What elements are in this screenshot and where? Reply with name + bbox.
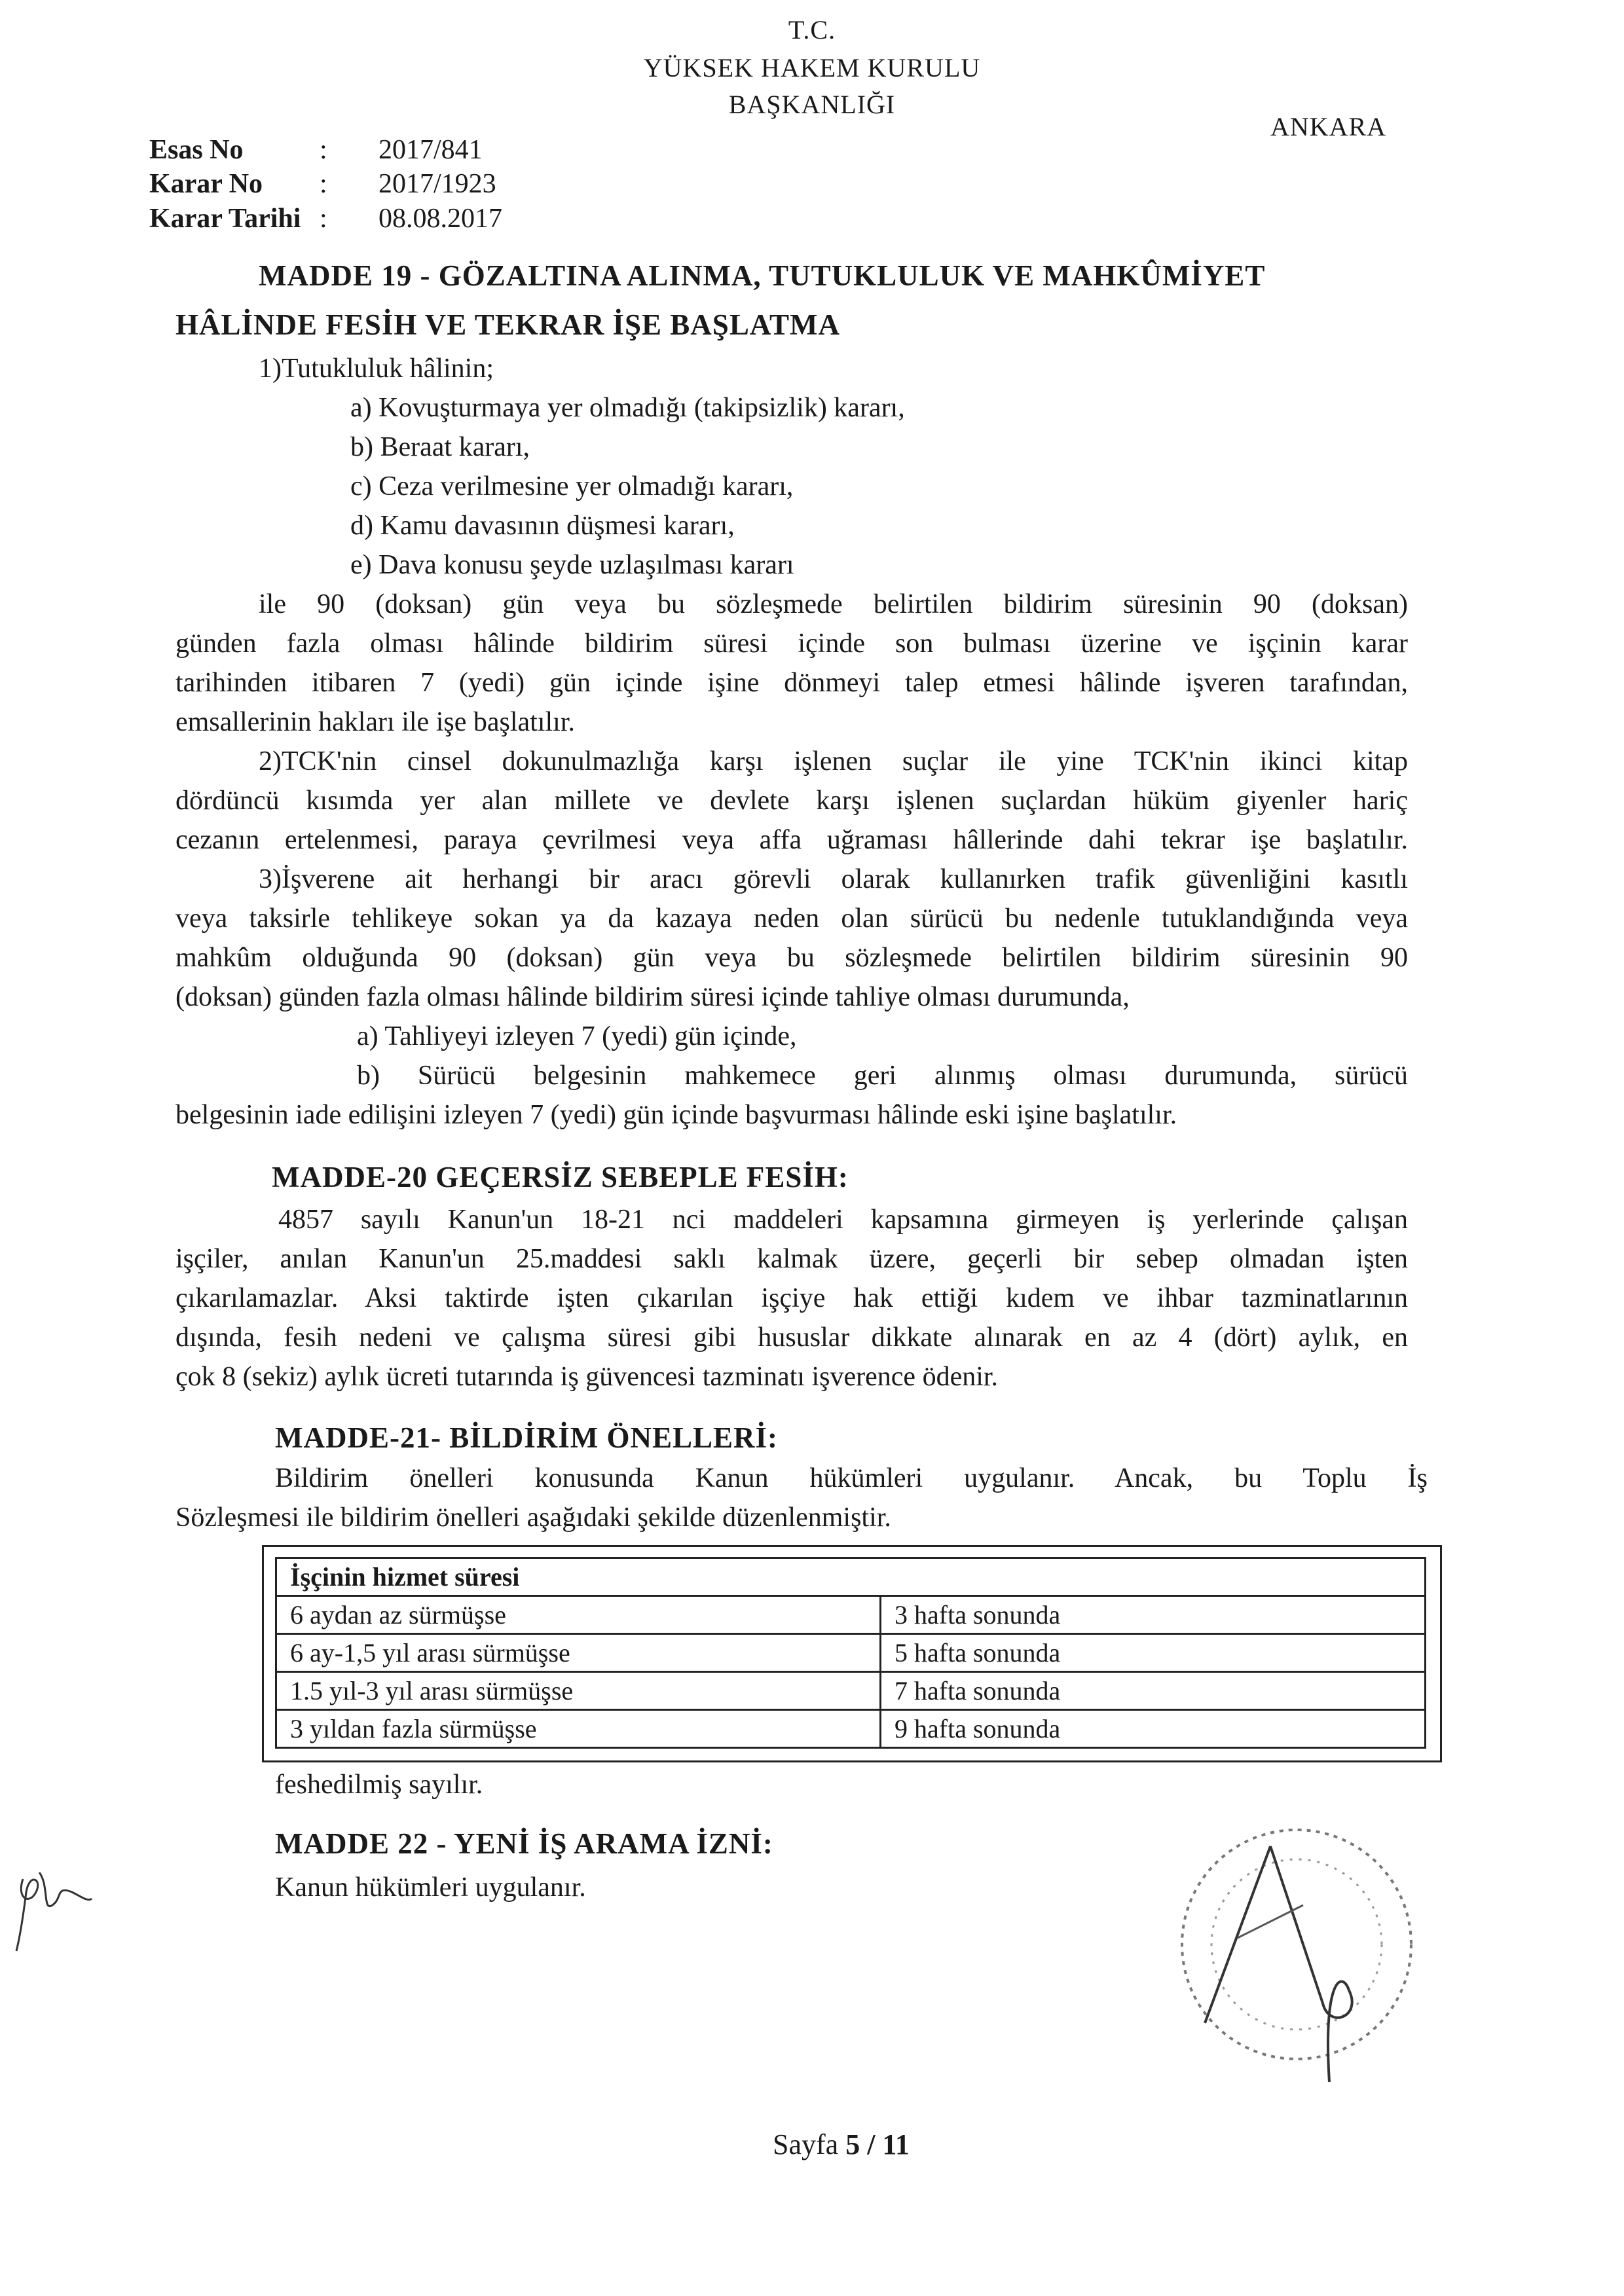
- meta-sep: :: [320, 135, 327, 165]
- madde19-title-line2: HÂLİNDE FESİH VE TEKRAR İŞE BAŞLATMA: [175, 308, 840, 341]
- header-city: ANKARA: [1270, 112, 1387, 141]
- meta-esas-no: [149, 134, 483, 166]
- table-cell-duration: 1.5 yıl-3 yıl arası sürmüşse: [276, 1672, 881, 1710]
- madde19-p2-line3: cezanın ertelenmesi, paraya çevrilmesi veya affa uğraması hâllerinde dahi tekrar işe başlatılır.: [175, 825, 1408, 855]
- table-header-cell: İşçinin hizmet süresi: [276, 1558, 1426, 1596]
- page-total: 11: [882, 2128, 910, 2160]
- meta-karar-no: [149, 168, 496, 200]
- table-row: [276, 1710, 1426, 1748]
- madde20-line1: 4857 sayılı Kanun'un 18-21 nci maddeleri kapsamına girmeyen iş yerlerinde çalışan: [278, 1205, 1408, 1235]
- madde19-p1-line1: ile 90 (doksan) gün veya bu sözleşmede belirtilen bildirim süresinin 90 (doksan): [259, 589, 1408, 619]
- meta-label: Karar No: [149, 169, 263, 199]
- madde19-item-e: e) Dava konusu şeyde uzlaşılması kararı: [350, 550, 794, 580]
- madde19-item-c: c) Ceza verilmesine yer olmadığı kararı,: [350, 471, 794, 501]
- margin-signature: [10, 1853, 95, 1958]
- madde19-p3-item-a: a) Tahliyeyi izleyen 7 (yedi) gün içinde,: [357, 1021, 797, 1051]
- table-cell-notice: 7 hafta sonunda: [881, 1672, 1426, 1710]
- madde19-p3-line4: (doksan) günden fazla olması hâlinde bildirim süresi içinde tahliye olması durumunda,: [175, 982, 1130, 1012]
- meta-label: Karar Tarihi: [149, 204, 301, 234]
- madde22-title: MADDE 22 - YENİ İŞ ARAMA İZNİ:: [275, 1827, 773, 1860]
- madde20-line3: çıkarılamazlar. Aksi taktirde işten çıkarılan işçiye hak ettiği kıdem ve ihbar tazminatlarının: [175, 1283, 1408, 1313]
- table-row: [276, 1596, 1426, 1634]
- madde20-line2: işçiler, anılan Kanun'un 25.maddesi saklı kalmak üzere, geçerli bir sebep olmadan işten: [175, 1244, 1408, 1274]
- madde19-p3-item-b-line1: b) Sürücü belgesinin mahkemece geri alınmış olması durumunda, sürücü: [357, 1061, 1408, 1091]
- madde19-p1-line4: emsallerinin hakları ile işe başlatılır.: [175, 707, 575, 737]
- madde21-title: MADDE-21- BİLDİRİM ÖNELLERİ:: [275, 1421, 779, 1454]
- table-cell-duration: 6 ay-1,5 yıl arası sürmüşse: [276, 1634, 881, 1672]
- table-cell-duration: 6 aydan az sürmüşse: [276, 1596, 881, 1634]
- header-department: BAŞKANLIĞI: [728, 90, 896, 119]
- madde19-p3-line3: mahkûm olduğunda 90 (doksan) gün veya bu sözleşmede belirtilen bildirim süresinin 90: [175, 943, 1408, 973]
- official-seal-stamp: [1166, 1807, 1441, 2082]
- madde19-p1-intro: 1)Tutukluluk hâlinin;: [259, 354, 494, 384]
- madde19-p3-line2: veya taksirle tehlikeye sokan ya da kazaya neden olan sürücü bu nedenle tutuklandığında veya: [175, 903, 1408, 934]
- page-current: 5: [845, 2128, 860, 2160]
- page-prefix: Sayfa: [773, 2128, 839, 2160]
- header-institution: YÜKSEK HAKEM KURULU: [643, 53, 981, 82]
- madde19-p3-line1: 3)İşverene ait herhangi bir aracı görevli olarak kullanırken trafik güvenliğini kasıtlı: [259, 864, 1408, 894]
- table-cell-duration: 3 yıldan fazla sürmüşse: [276, 1710, 881, 1748]
- madde22-text: Kanun hükümleri uygulanır.: [275, 1872, 586, 1903]
- madde20-line5: çok 8 (sekiz) aylık ücreti tutarında iş güvencesi tazminatı işverence ödenir.: [175, 1362, 999, 1392]
- madde20-title: MADDE-20 GEÇERSİZ SEBEPLE FESİH:: [272, 1161, 849, 1194]
- page-sep: /: [867, 2128, 876, 2160]
- meta-label: Esas No: [149, 135, 244, 165]
- meta-value: 2017/1923: [378, 169, 496, 199]
- notice-period-table: [275, 1557, 1426, 1749]
- madde19-title-line1: MADDE 19 - GÖZALTINA ALINMA, TUTUKLULUK VE MAHKÛMİYET: [259, 259, 1266, 292]
- table-row: [276, 1634, 1426, 1672]
- madde19-p2-line1: 2)TCK'nin cinsel dokunulmazlığa karşı işlenen suçlar ile yine TCK'nin ikinci kitap: [259, 746, 1408, 776]
- madde21-line2: Sözleşmesi ile bildirim önelleri aşağıdaki şekilde düzenlenmiştir.: [175, 1503, 891, 1533]
- madde21-after-table: feshedilmiş sayılır.: [275, 1770, 483, 1800]
- meta-karar-tarihi: [149, 203, 502, 234]
- meta-sep: :: [320, 204, 327, 234]
- table-cell-notice: 9 hafta sonunda: [881, 1710, 1426, 1748]
- madde19-item-a: a) Kovuşturmaya yer olmadığı (takipsizlik) kararı,: [350, 393, 905, 423]
- madde19-item-d: d) Kamu davasının düşmesi kararı,: [350, 511, 735, 541]
- madde19-p1-line2: günden fazla olması hâlinde bildirim süresi içinde son bulması üzerine ve işçinin karar: [175, 629, 1408, 659]
- meta-value: 2017/841: [378, 135, 483, 165]
- table-cell-notice: 5 hafta sonunda: [881, 1634, 1426, 1672]
- madde19-p2-line2: dördüncü kısımda yer alan millete ve devlete karşı işlenen suçlardan hüküm giyenler hariç: [175, 786, 1408, 816]
- meta-value: 08.08.2017: [378, 204, 502, 234]
- table-row: [276, 1672, 1426, 1710]
- header-tc: T.C.: [788, 15, 836, 45]
- table-cell-notice: 3 hafta sonunda: [881, 1596, 1426, 1634]
- madde21-line1: Bildirim önelleri konusunda Kanun hükümleri uygulanır. Ancak, bu Toplu İş: [275, 1463, 1428, 1493]
- madde19-p1-line3: tarihinden itibaren 7 (yedi) gün içinde işine dönmeyi talep etmesi hâlinde işveren tarafından,: [175, 668, 1408, 698]
- meta-sep: :: [320, 169, 327, 199]
- table-header-row: [276, 1558, 1426, 1596]
- page-number: [773, 2128, 910, 2161]
- madde19-item-b: b) Beraat kararı,: [350, 432, 530, 462]
- madde20-line4: dışında, fesih nedeni ve çalışma süresi gibi hususlar dikkate alınarak en az 4 (dört) aylık, en: [175, 1322, 1408, 1353]
- madde19-p3-item-b-line2: belgesinin iade edilişini izleyen 7 (yedi) gün içinde başvurması hâlinde eski işine başlatılır.: [175, 1100, 1177, 1130]
